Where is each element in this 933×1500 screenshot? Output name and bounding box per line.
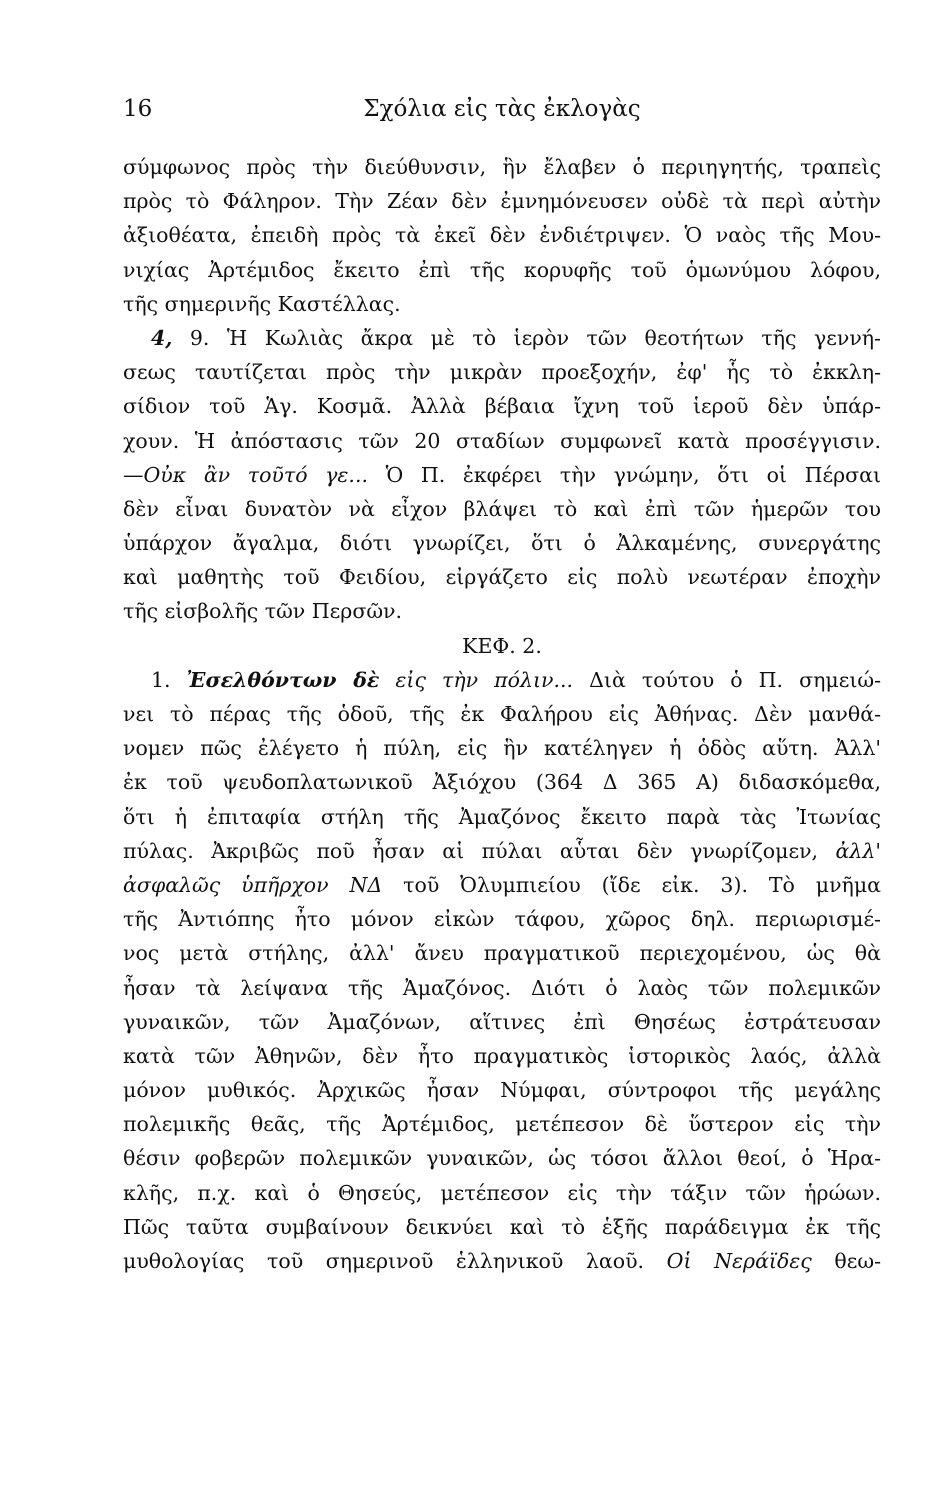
text-segment: ἀξιοθέατα, ἐπειδὴ πρὸς τὰ ἐκεῖ δὲν ἐνδιέτριψεν. Ὁ ναὸς τῆς Μου- (123, 223, 881, 248)
lemma-italic: εἰς τὴν πόλιν... (379, 667, 574, 692)
text-line (123, 936, 881, 970)
page-body-text (123, 150, 881, 1278)
chapter-heading (123, 629, 881, 663)
text-line (123, 253, 881, 287)
text-line (123, 1210, 881, 1244)
text-line (123, 697, 881, 731)
text-line (123, 1107, 881, 1141)
text-line (123, 218, 881, 252)
text-segment: δὲν εἶναι δυνατὸν νὰ εἶχον βλάψει τὸ καὶ ἐπὶ τῶν ἡμερῶν του (123, 496, 881, 521)
text-segment: 9. Ἡ Κωλιὰς ἄκρα μὲ τὸ ἱερὸν τῶν θεοτήτων τῆς γεννή- (172, 325, 881, 350)
text-line (123, 321, 881, 355)
text-segment: Ὁ Π. ἐκφέρει τὴν γνώμην, ὅτι οἱ Πέρσαι (367, 462, 881, 487)
text-line (123, 424, 881, 458)
text-line (123, 150, 881, 184)
italic-segment: ἀσφαλῶς ὑπῆρχον ΝΔ (123, 872, 383, 897)
text-line (123, 902, 881, 936)
italic-segment: Οἱ Νεράϊδες (644, 1249, 812, 1273)
text-segment: καὶ μαθητὴς τοῦ Φειδίου, εἰργάζετο εἰς πολὺ νεωτέραν ἐποχὴν (123, 565, 881, 590)
text-segment: πύλας. Ἀκριβῶς ποῦ ἦσαν αἱ πύλαι αὗται δὲν γνωρίζομεν, (123, 838, 819, 863)
text-line (123, 389, 881, 423)
text-line (123, 526, 881, 560)
text-segment: 1. (151, 667, 187, 692)
text-line (123, 355, 881, 389)
text-segment: νει τὸ πέρας τῆς ὁδοῦ, τῆς ἐκ Φαλήρου εἰς Ἀθήνας. Δὲν μανθά- (123, 702, 881, 726)
text-segment: τῆς Ἀντιόπης ἦτο μόνον εἰκὼν τάφου, χῶρος δηλ. περιωρισμέ- (123, 907, 881, 932)
text-segment: τῆς εἰσβολῆς τῶν Περσῶν. (123, 599, 403, 624)
text-line (123, 834, 881, 868)
text-segment: νος μετὰ στήλης, ἀλλ' ἄνευ πραγματικοῦ περιεχομένου, ὡς θὰ (123, 941, 881, 966)
text-segment: τῆς σημερινῆς Καστέλλας. (123, 291, 401, 316)
text-segment: νιχίας Ἀρτέμιδος ἔκειτο ἐπὶ τῆς κορυφῆς τοῦ ὁμωνύμου λόφου, (123, 257, 881, 282)
text-line (123, 594, 881, 628)
text-line (123, 458, 881, 492)
text-line (123, 1039, 881, 1073)
text-line (123, 1176, 881, 1210)
text-segment: Διὰ τούτου ὁ Π. σημειώ- (573, 667, 881, 692)
text-line (123, 184, 881, 218)
text-line (123, 1073, 881, 1107)
text-segment: νομεν πῶς ἐλέγετο ἡ πύλη, εἰς ἣν κατέληγεν ἡ ὁδὸς αὕτη. Ἀλλ' (123, 736, 881, 761)
text-segment: ἐκ τοῦ ψευδοπλατωνικοῦ Ἀξιόχου (364 Δ 365 Α) διδασκόμεθα, (123, 770, 881, 795)
text-line (123, 765, 881, 799)
text-line (123, 868, 881, 902)
text-line (123, 492, 881, 526)
text-line (123, 971, 881, 1005)
text-segment: θέσιν φοβερῶν πολεμικῶν γυναικῶν, ὡς τόσοι ἄλλοι θεοί, ὁ Ἡρα- (123, 1146, 881, 1171)
text-line (123, 731, 881, 765)
text-segment: κατὰ τῶν Ἀθηνῶν, δὲν ἦτο πραγματικὸς ἱστορικὸς λαός, ἀλλὰ (123, 1043, 881, 1068)
text-segment: σεως ταυτίζεται πρὸς τὴν μικρὰν προεξοχήν, ἐφ' ἧς τὸ ἐκκλη- (123, 360, 881, 385)
italic-segment: ἀλλ' (818, 838, 881, 863)
text-segment: χουν. Ἡ ἀπόστασις τῶν 20 σταδίων συμφωνεῖ κατὰ προσέγγισιν. (123, 428, 881, 453)
lemma-bold-italic: Ἐσελθόντων δὲ (186, 667, 380, 692)
running-title: Σχόλια εἰς τὰς ἐκλογὰς (363, 96, 641, 122)
lemma-italic: —Οὐκ ἂν τοῦτό γε... (123, 462, 368, 487)
text-line (123, 560, 881, 594)
text-segment: μόνον μυθικός. Ἀρχικῶς ἦσαν Νύμφαι, σύντροφοι τῆς μεγάλης (123, 1078, 881, 1103)
text-line (123, 1005, 881, 1039)
text-segment: τοῦ Ὀλυμπιείου (ἴδε εἰκ. 3). Τὸ μνῆμα (382, 872, 881, 897)
text-segment: θεω- (811, 1249, 881, 1273)
text-segment: σίδιον τοῦ Ἁγ. Κοσμᾶ. Ἀλλὰ βέβαια ἴχνη τοῦ ἱεροῦ δὲν ὑπάρ- (123, 394, 881, 419)
text-segment: κλῆς, π.χ. καὶ ὁ Θησεύς, μετέπεσον εἰς τὴν τάξιν τῶν ἡρώων. (123, 1180, 881, 1205)
text-segment: πολεμικῆς θεᾶς, τῆς Ἀρτέμιδος, μετέπεσον δὲ ὕστερον εἰς τὴν (123, 1112, 881, 1137)
text-segment: σύμφωνος πρὸς τὴν διεύθυνσιν, ἣν ἔλαβεν ὁ περιηγητής, τραπεὶς (123, 155, 881, 179)
text-segment: μυθολογίας τοῦ σημερινοῦ ἑλληνικοῦ λαοῦ. (123, 1249, 645, 1273)
text-segment: Πῶς ταῦτα συμβαίνουν δεικνύει καὶ τὸ ἑξῆς παράδειγμα ἐκ τῆς (123, 1214, 881, 1239)
text-segment: πρὸς τὸ Φάληρον. Τὴν Ζέαν δὲν ἐμνημόνευσεν οὐδὲ τὰ περὶ αὐτὴν (123, 189, 881, 214)
text-line (123, 1141, 881, 1175)
text-line (123, 800, 881, 834)
page-header (123, 96, 881, 132)
text-segment: ἦσαν τὰ λείψανα τῆς Ἀμαζόνος. Διότι ὁ λαὸς τῶν πολεμικῶν (123, 975, 881, 1000)
margin-note: 4, (151, 325, 173, 350)
text-segment: ΚΕΦ. 2. (462, 633, 542, 658)
text-segment: ὅτι ἡ ἐπιταφία στήλη τῆς Ἀμαζόνος ἔκειτο παρὰ τὰς Ἰτωνίας (123, 804, 881, 829)
text-line (123, 663, 881, 697)
text-segment: ὑπάρχον ἄγαλμα, διότι γνωρίζει, ὅτι ὁ Ἀλκαμένης, συνεργάτης (123, 531, 881, 556)
text-segment: γυναικῶν, τῶν Ἀμαζόνων, αἵτινες ἐπὶ Θησέως ἐστράτευσαν (123, 1009, 881, 1034)
text-line (123, 287, 881, 321)
text-line (123, 1244, 881, 1278)
page-number: 16 (123, 96, 153, 122)
